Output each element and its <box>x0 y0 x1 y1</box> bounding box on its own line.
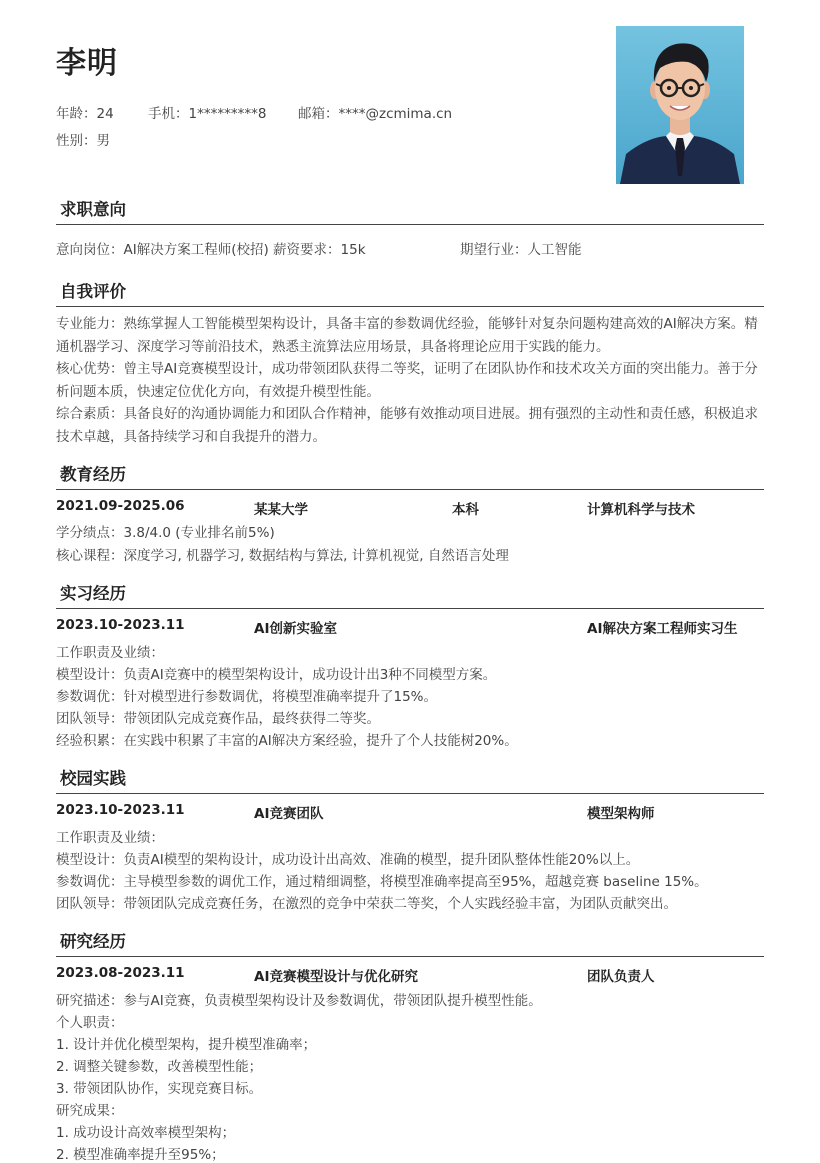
gender-label: 性别： <box>56 133 97 149</box>
section-title: 研究经历 <box>60 932 126 951</box>
role: 模型架构师 <box>587 806 655 822</box>
section-title: 求职意向 <box>60 200 126 219</box>
avatar-photo <box>616 26 744 184</box>
gender-row <box>56 129 110 149</box>
self-eval-paragraph: 专业能力：熟练掌握人工智能模型架构设计，具备丰富的参数调优经验，能够针对复杂问题构建高效的AI解决方案。精通机器学习、深度学习等前沿技术，熟悉主流算法应用场景，具备将理论应用于实践的能力。 <box>56 316 758 355</box>
section-title: 校园实践 <box>60 769 126 788</box>
age-value: 24 <box>96 106 114 122</box>
education-detail: 核心课程：深度学习, 机器学习, 数据结构与算法, 计算机视觉, 自然语言处理 <box>56 548 509 564</box>
degree: 本科 <box>452 502 479 518</box>
campus-detail: 模型设计：负责AI模型的架构设计，成功设计出高效、准确的模型，提升团队整体性能20%以上。 <box>56 852 640 868</box>
section-job-intention <box>56 196 764 225</box>
self-eval-paragraph: 核心优势：曾主导AI竞赛模型设计，成功带领团队获得二等奖，证明了在团队协作和技术攻关方面的突出能力。善于分析问题本质，快速定位优化方向，有效提升模型性能。 <box>56 361 758 400</box>
self-evaluation-body <box>56 313 766 448</box>
education-entry-header <box>56 498 766 518</box>
email-value: ****@zcmima.cn <box>338 106 453 122</box>
self-eval-paragraph: 综合素质：具备良好的沟通协调能力和团队合作精神，能够有效推动项目进展。拥有强烈的主动性和责任感，积极追求技术卓越，具备持续学习和自我提升的潜力。 <box>56 406 758 445</box>
entry-period: 2021.09-2025.06 <box>56 498 185 514</box>
research-entry-header <box>56 965 766 985</box>
section-internship <box>56 580 764 609</box>
section-title: 教育经历 <box>60 465 126 484</box>
organization: AI竞赛团队 <box>254 806 324 822</box>
entry-period: 2023.10-2023.11 <box>56 802 185 818</box>
campus-detail: 参数调优：主导模型参数的调优工作，通过精细调整，将模型准确率提高至95%，超越竞赛 baseline 15%。 <box>56 874 708 890</box>
research-detail: 1. 成功设计高效率模型架构； <box>56 1125 236 1141</box>
research-detail: 2. 调整关键参数，改善模型性能； <box>56 1059 263 1075</box>
phone-field <box>148 102 298 122</box>
entry-period: 2023.10-2023.11 <box>56 617 185 633</box>
internship-detail: 参数调优：针对模型进行参数调优，将模型准确率提升了15%。 <box>56 689 438 705</box>
research-detail: 个人职责： <box>56 1015 124 1031</box>
internship-detail: 经验积累：在实践中积累了丰富的AI解决方案经验，提升了个人技能树20%。 <box>56 733 518 749</box>
role: AI解决方案工程师实习生 <box>587 621 738 637</box>
candidate-name: 李明 <box>56 46 118 81</box>
phone-label: 手机： <box>148 106 189 122</box>
school-name: 某某大学 <box>254 502 308 518</box>
research-detail: 研究描述：参与AI竞赛，负责模型架构设计及参数调优，带领团队提升模型性能。 <box>56 993 542 1009</box>
section-title: 自我评价 <box>60 282 126 301</box>
email-field <box>298 102 452 122</box>
section-research <box>56 928 764 957</box>
research-detail: 1. 设计并优化模型架构，提升模型准确率； <box>56 1037 317 1053</box>
entry-period: 2023.08-2023.11 <box>56 965 185 981</box>
avatar-illustration <box>616 26 744 184</box>
phone-value: 1*********8 <box>188 106 267 122</box>
campus-entry-header <box>56 802 766 822</box>
job-intention-row <box>56 238 766 258</box>
project-name: AI竞赛模型设计与优化研究 <box>254 969 418 985</box>
age-label: 年龄： <box>56 106 97 122</box>
internship-detail: 工作职责及业绩： <box>56 645 164 661</box>
section-self-evaluation <box>56 278 764 307</box>
section-campus-practice <box>56 765 764 794</box>
research-detail: 3. 带领团队协作，实现竞赛目标。 <box>56 1081 263 1097</box>
salary-requirement: 薪资要求：15k <box>273 242 366 258</box>
internship-detail: 模型设计：负责AI竞赛中的模型架构设计，成功设计出3种不同模型方案。 <box>56 667 497 683</box>
section-education <box>56 461 764 490</box>
gender-value: 男 <box>96 133 110 149</box>
education-detail: 学分绩点：3.8/4.0 (专业排名前5%) <box>56 525 275 541</box>
section-title: 实习经历 <box>60 584 126 603</box>
internship-detail: 团队领导：带领团队完成竞赛作品，最终获得二等奖。 <box>56 711 380 727</box>
intended-position: 意向岗位：AI解决方案工程师(校招) <box>56 242 269 258</box>
research-detail: 研究成果： <box>56 1103 124 1119</box>
internship-entry-header <box>56 617 766 637</box>
age-field <box>56 102 148 122</box>
expected-industry: 期望行业：人工智能 <box>460 242 582 258</box>
campus-detail: 团队领导：带领团队完成竞赛任务，在激烈的竞争中荣获二等奖，个人实践经验丰富，为团队贡献突出。 <box>56 896 677 912</box>
major: 计算机科学与技术 <box>587 502 695 518</box>
campus-detail: 工作职责及业绩： <box>56 830 164 846</box>
contact-row <box>56 102 452 122</box>
research-detail: 2. 模型准确率提升至95%； <box>56 1147 225 1163</box>
organization: AI创新实验室 <box>254 621 337 637</box>
email-label: 邮箱： <box>298 106 339 122</box>
role: 团队负责人 <box>587 969 655 985</box>
